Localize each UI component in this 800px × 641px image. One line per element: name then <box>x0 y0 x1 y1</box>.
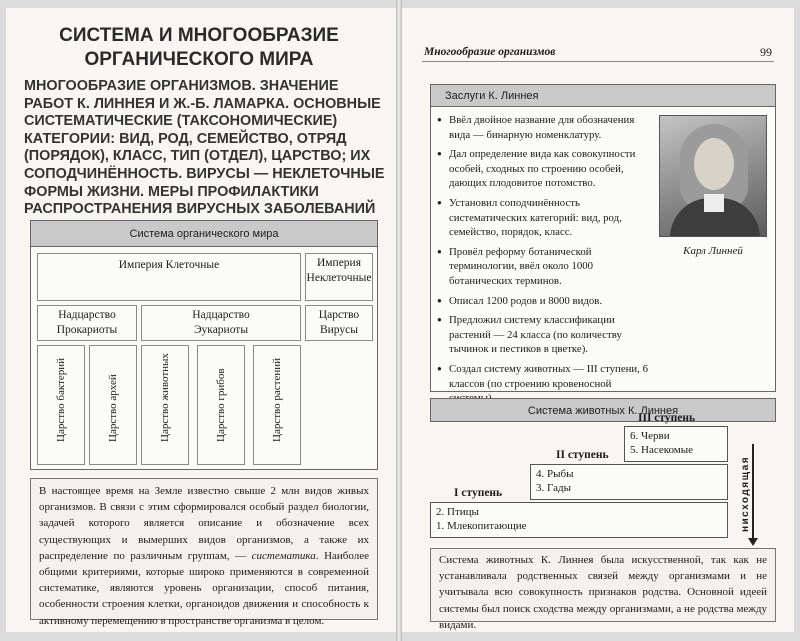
list-item: ● Описал 1200 родов и 8000 видов. <box>437 294 649 309</box>
kingdom-label: Царство грибов <box>215 368 227 442</box>
step-item: 2. Птицы <box>436 506 479 518</box>
kingdom-cell <box>37 345 85 465</box>
empire-noncellular-cell <box>305 253 373 301</box>
superkingdom-prokaryotes-label: Надцарство Прокариоты <box>56 309 118 336</box>
list-item: ● Создал систему животных — III ступени, 6 классов (по строению кровеносной <box>437 362 649 406</box>
empire-noncellular-label: Империя Неклеточные <box>306 257 372 284</box>
step-item: 3. Гады <box>536 482 571 494</box>
running-header <box>422 44 774 62</box>
table-header: Система органического мира <box>31 221 377 247</box>
kingdom-label: Царство животных <box>159 353 171 442</box>
superkingdom-eukaryotes-cell <box>141 305 301 341</box>
kingdom-label: Царство бактерий <box>55 357 67 442</box>
merits-header: Заслуги К. Линнея <box>431 85 775 107</box>
kingdom-cell <box>197 345 245 465</box>
running-title: Многообразие организмов <box>424 46 556 58</box>
step-2-label: II ступень <box>556 449 609 461</box>
organic-world-table <box>30 220 378 470</box>
superkingdom-prokaryotes-cell <box>37 305 137 341</box>
page-number: 99 <box>760 45 772 59</box>
direction-label: нисходящая <box>740 455 751 532</box>
list-item: ● Дал определение вида как совокупности особей, сходных по строению особей, дающих плодовитое потомство. <box>437 147 649 191</box>
list-item: ● Ввёл двойное название для обозначения вида — бинарную номенклатуру. <box>437 113 649 142</box>
portrait-caption: Карл Линней <box>683 245 743 257</box>
kingdom-cell <box>141 345 189 465</box>
empire-cellular-cell <box>37 253 301 301</box>
kingdom-viruses-cell <box>305 305 373 341</box>
step-item: 1. Млекопитающие <box>436 520 527 532</box>
merits-list <box>437 113 649 411</box>
list-item: ● Провёл реформу ботанической терминологии, ввёл около 1000 ботанических терминов. <box>437 245 649 289</box>
step-2-box <box>530 464 728 500</box>
step-item: 5. Насекомые <box>630 444 694 456</box>
kingdom-cell <box>89 345 137 465</box>
list-item: ● Предложил систему классификации растений — 24 класса (по количеству тычинок и пестиков в цветке). <box>437 313 649 357</box>
systematics-note <box>30 478 378 627</box>
superkingdom-eukaryotes-label: Надцарство Эукариоты <box>192 309 250 336</box>
step-1-box <box>430 502 728 538</box>
down-arrow-icon <box>752 444 754 540</box>
kingdom-viruses-label: Царство Вирусы <box>318 309 360 336</box>
note-text: . Наиболее общими критериями, которые широко применяются в современной систематике, являются уровень организации, способ питания, особенности строения клетки, органоидов движения и способность к активному перемещению в пространстве организма в целом. <box>39 549 369 627</box>
kingdom-label: Царство растений <box>271 358 283 442</box>
list-item: ● Установил соподчинённость систематических категорий: вид, род, семейство, порядок, класс. <box>437 196 649 240</box>
kingdom-label: Царство архей <box>107 374 119 442</box>
step-item: 4. Рыбы <box>536 468 574 480</box>
step-1-label: I ступень <box>454 487 503 499</box>
step-item: 6. Черви <box>630 430 670 442</box>
note-term: систематика <box>251 549 316 562</box>
kingdom-cell <box>253 345 301 465</box>
empire-cellular-label: Империя Клеточные <box>118 259 220 271</box>
topic-heading: МНОГООБРАЗИЕ ОРГАНИЗМОВ. ЗНАЧЕНИЕ РАБОТ К. ЛИННЕЯ И Ж.-Б. ЛАМАРКА. ОСНОВНЫЕ СИСТЕМАТИЧЕСКИЕ (ТАКСОНОМИЧЕСКИЕ) КАТЕГОРИИ: ВИД, РОД, СЕМЕЙСТВО, ОТРЯД (ПОРЯДОК), КЛАСС, ТИП (ОТДЕЛ), ЦАРСТВО; ИХ СОПОДЧИНЁННОСТЬ. ВИРУСЫ — НЕКЛЕТОЧНЫЕ ФОРМЫ ЖИЗНИ. МЕРЫ ПРОФИЛАКТИКИ РАСПРОСТРАНЕНИЯ ВИРУСНЫХ ЗАБОЛЕВАНИЙ <box>24 78 385 218</box>
animal-system-header: Система животных К. Линнея <box>430 398 776 422</box>
artificial-system-note: Система животных К. Линнея была искусственной, так как не устанавливала родственных связей между организмами и не учитывала всю совокупность признаков родства. Основной идеей системы был поиск сходства между организмами, а не родства между видами. <box>430 548 776 622</box>
linnaeus-portrait <box>659 115 767 237</box>
step-3-label: III ступень <box>638 412 696 424</box>
right-page <box>402 8 794 632</box>
step-3-box <box>624 426 728 462</box>
section-title: СИСТЕМА И МНОГООБРАЗИЕ ОРГАНИЧЕСКОГО МИРА <box>59 25 339 70</box>
left-page <box>6 8 396 632</box>
note-text: В настоящее время на Земле известно свыше 2 млн видов живых организмов. В связи с этим сформировался особый раздел биологии, задачей которого является описание и обозначение всех существующих и вымерших видов организмов, а также их распределение по различным группам, — <box>39 485 369 562</box>
linnaeus-merits-box <box>430 84 776 392</box>
